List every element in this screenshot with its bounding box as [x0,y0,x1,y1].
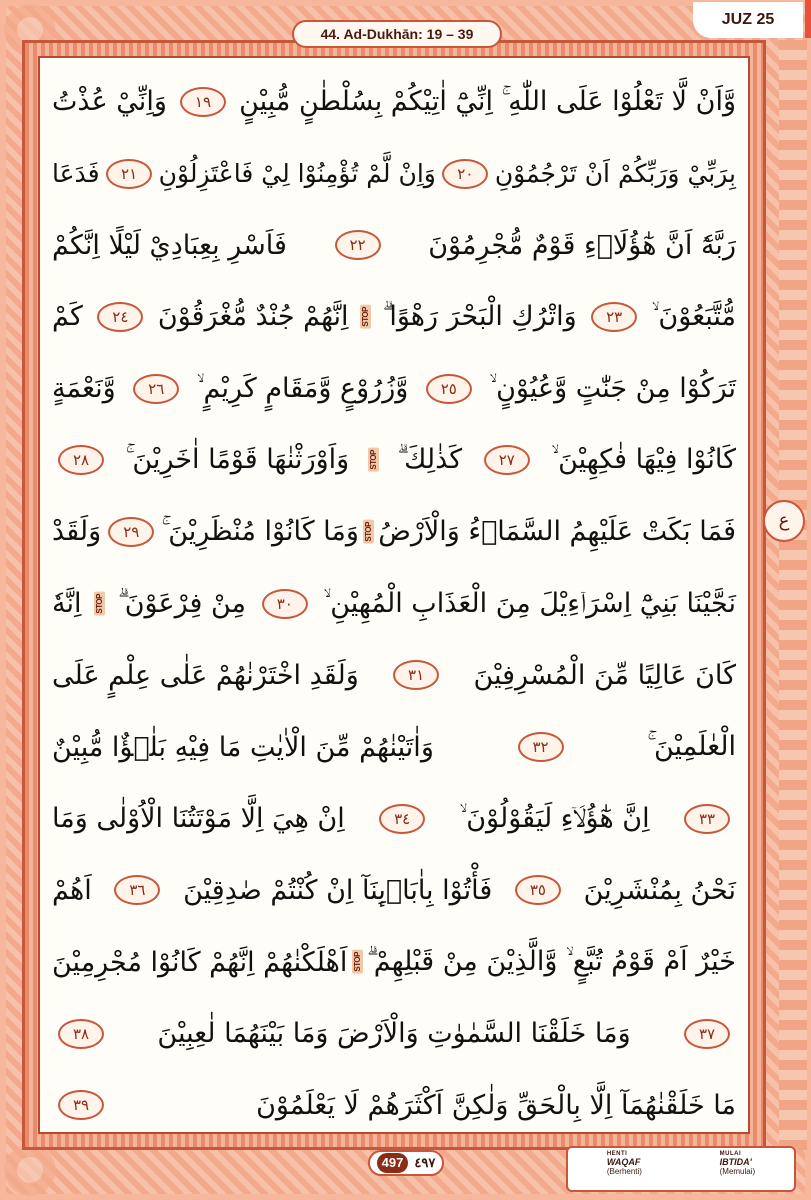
verse-line [48,1070,740,1142]
verse-line [48,138,740,210]
stop-mark: STOP [368,450,378,471]
ayah-number-marker: ٣٢ [518,732,564,762]
page-number [368,1150,444,1176]
stop-mark: STOP [95,593,105,614]
verse-text: نَحْنُ بِمُنْشَرِيْنَ [583,874,736,906]
verse-text: خَيْرٌ اَمْ قَوْمُ تُبَّعٍ ۙ وَّالَّذِيْنَ مِنْ قَبْلِهِمْ ۗ [367,946,736,978]
verse-line [48,281,740,353]
verse-line [48,496,740,568]
verse-text: فَاَسْرِ بِعِبَادِيْ لَيْلًا اِنَّكُمْ [52,229,287,261]
ayah-number-marker: ٢٩ [108,517,154,547]
verse-text: وَّاَنْ لَّا تَعْلُوْا عَلَى اللّٰهِ ۚ اِنِّيْٓ اٰتِيْكُمْ بِسُلْطٰنٍ مُّبِيْنٍ [239,85,736,117]
verse-text: كَانُوْا فِيْهَا فٰكِهِيْنَ ۙ [551,444,736,476]
rub-marker: ع [763,500,805,542]
stop-mark: STOP [352,952,362,972]
ayah-number-marker: ٣٦ [114,875,160,905]
ayah-number-marker: ٣٣ [684,804,730,834]
verse-text: كَانَ عَالِيًا مِّنَ الْمُسْرِفِيْنَ [473,659,736,691]
legend-ibtida-sub: (Memulai) [719,1167,756,1176]
verse-line [48,711,740,783]
verse-line [48,568,740,640]
side-strip [779,40,807,1150]
verse-line [48,353,740,425]
verse-text: وَّنَعْمَةٍ [52,373,116,405]
verse-text: الْعٰلَمِيْنَ ۚ [647,731,736,763]
waqaf-ibtida-legend [566,1146,796,1192]
ayah-number-marker: ٢٦ [133,374,179,404]
ayah-number-marker: ٣١ [393,660,439,690]
ayah-number-marker: ٢٨ [58,445,104,475]
verse-text: مِنْ فِرْعَوْنَ ۗ [117,587,247,619]
legend-ibtida [720,1148,756,1190]
surah-title: 44. Ad-Dukhān: 19 – 39 [292,20,502,48]
legend-waqaf-big: WAQAF [606,1157,641,1167]
verse-text: اِنْ هِيَ اِلَّا مَوْتَتُنَا الْاُوْلٰى وَمَا [52,803,345,835]
ayah-number-marker: ٢٧ [484,445,530,475]
legend-waqaf-sub: (Berhenti) [606,1167,642,1176]
verse-text: اِنَّ هٰٓؤُلَاۤءِ لَيَقُوْلُوْنَ ۙ [459,802,650,834]
verse-line [48,209,740,281]
ayah-number-marker: ٣٠ [262,589,308,619]
verse-text: نَجَّيْنَا بَنِيْٓ اِسْرَاۤءِيْلَ مِنَ الْعَذَابِ الْمُهِيْنِ ۙ [323,587,736,619]
verse-text: فَأْتُوْا بِاٰبَاۤىِٕنَآ اِنْ كُنْتُمْ صٰدِقِيْنَ [183,874,493,906]
verse-text: وَاتْرُكِ الْبَحْرَ رَهْوًا ۗ [382,300,577,332]
verse-text: مُّتَّبَعُوْنَ ۙ [651,300,736,332]
verse-text: وَلَقَدْ [52,516,102,548]
ayah-number-marker: ٣٥ [515,875,561,905]
verse-text: كَذٰلِكَ ۗ [397,444,463,476]
juz-badge: JUZ 25 [693,2,803,38]
verse-text: وَلَقَدِ اخْتَرْنٰهُمْ عَلٰى عِلْمٍ عَلَى [52,659,359,691]
verse-text: تَرَكُوْا مِنْ جَنّٰتٍ وَّعُيُوْنٍ ۙ [489,372,736,404]
verse-line [48,424,740,496]
verse-text: كَمْ [52,301,83,333]
verse-line [48,640,740,712]
ayah-number-marker: ٢٢ [335,230,381,260]
ayah-number-marker: ٣٤ [379,804,425,834]
verse-text: اِنَّهُمْ جُنْدٌ مُّغْرَقُوْنَ [157,301,349,333]
ayah-number-marker: ٣٧ [684,1019,730,1049]
verse-text: فَدَعَا [52,159,100,189]
stop-mark: STOP [361,307,371,327]
verse-text: اِنَّهٗ [52,588,82,620]
page-number-arabic: ٤٩٧ [414,1155,436,1170]
ayah-number-marker: ٢٠ [442,159,488,189]
ayah-number-marker: ٣٨ [58,1019,104,1049]
stop-mark: STOP [364,522,374,542]
verse-text: وَاِنِّيْ عُذْتُ [52,86,167,118]
verse-line [48,998,740,1070]
verse-line [48,855,740,927]
verse-text: وَاَوْرَثْنٰهَا قَوْمًا اٰخَرِيْنَ ۚ [125,444,350,476]
verse-text: وَاِنْ لَّمْ تُؤْمِنُوْا لِيْ فَاعْتَزِلُوْنِ [158,159,436,189]
legend-waqaf [607,1148,642,1190]
verse-text: فَمَا بَكَتْ عَلَيْهِمُ السَّمَاۤءُ وَالْاَرْضُ [378,516,736,548]
page-number-latin: 497 [377,1153,409,1173]
ayah-number-marker: ٢١ [106,159,152,189]
ayah-number-marker: ٣٩ [58,1090,104,1120]
ayah-number-marker: ٢٣ [591,302,637,332]
ayah-number-marker: ٢٤ [97,302,143,332]
verse-line [48,926,740,998]
verse-text: وَمَا كَانُوْا مُنْظَرِيْنَ ۚ [161,515,359,547]
verse-line [48,783,740,855]
verse-text: وَّزُرُوْعٍ وَّمَقَامٍ كَرِيْمٍ ۙ [196,372,409,404]
legend-ibtida-small: MULAI [719,1151,742,1157]
legend-ibtida-big: IBTIDA' [719,1157,752,1167]
verse-text: بِرَبِّيْ وَرَبِّكُمْ اَنْ تَرْجُمُوْنِ [494,159,736,189]
ayah-number-marker: ١٩ [180,87,226,117]
verse-text: اَهْلَكْنٰهُمْ اِنَّهُمْ كَانُوْا مُجْرِمِيْنَ [52,946,348,978]
verse-text: اَهُمْ [52,874,92,906]
ayah-number-marker: ٢٥ [426,374,472,404]
verse-text: رَبَّهٗٓ اَنَّ هٰٓؤُلَاۤءِ قَوْمٌ مُّجْرِمُوْنَ [428,229,736,261]
verse-text: وَاٰتَيْنٰهُمْ مِّنَ الْاٰيٰتِ مَا فِيْهِ بَلٰۤؤٌا مُّبِيْنٌ [52,731,434,763]
legend-waqaf-small: HENTI [606,1151,628,1157]
verse-line [48,66,740,138]
verse-lines [48,66,740,1141]
verse-text: مَا خَلَقْنٰهُمَآ اِلَّا بِالْحَقِّ وَلٰكِنَّ اَكْثَرَهُمْ لَا يَعْلَمُوْنَ [256,1089,736,1121]
verse-text: وَمَا خَلَقْنَا السَّمٰوٰتِ وَالْاَرْضَ وَمَا بَيْنَهُمَا لٰعِبِيْنَ [157,1018,631,1050]
